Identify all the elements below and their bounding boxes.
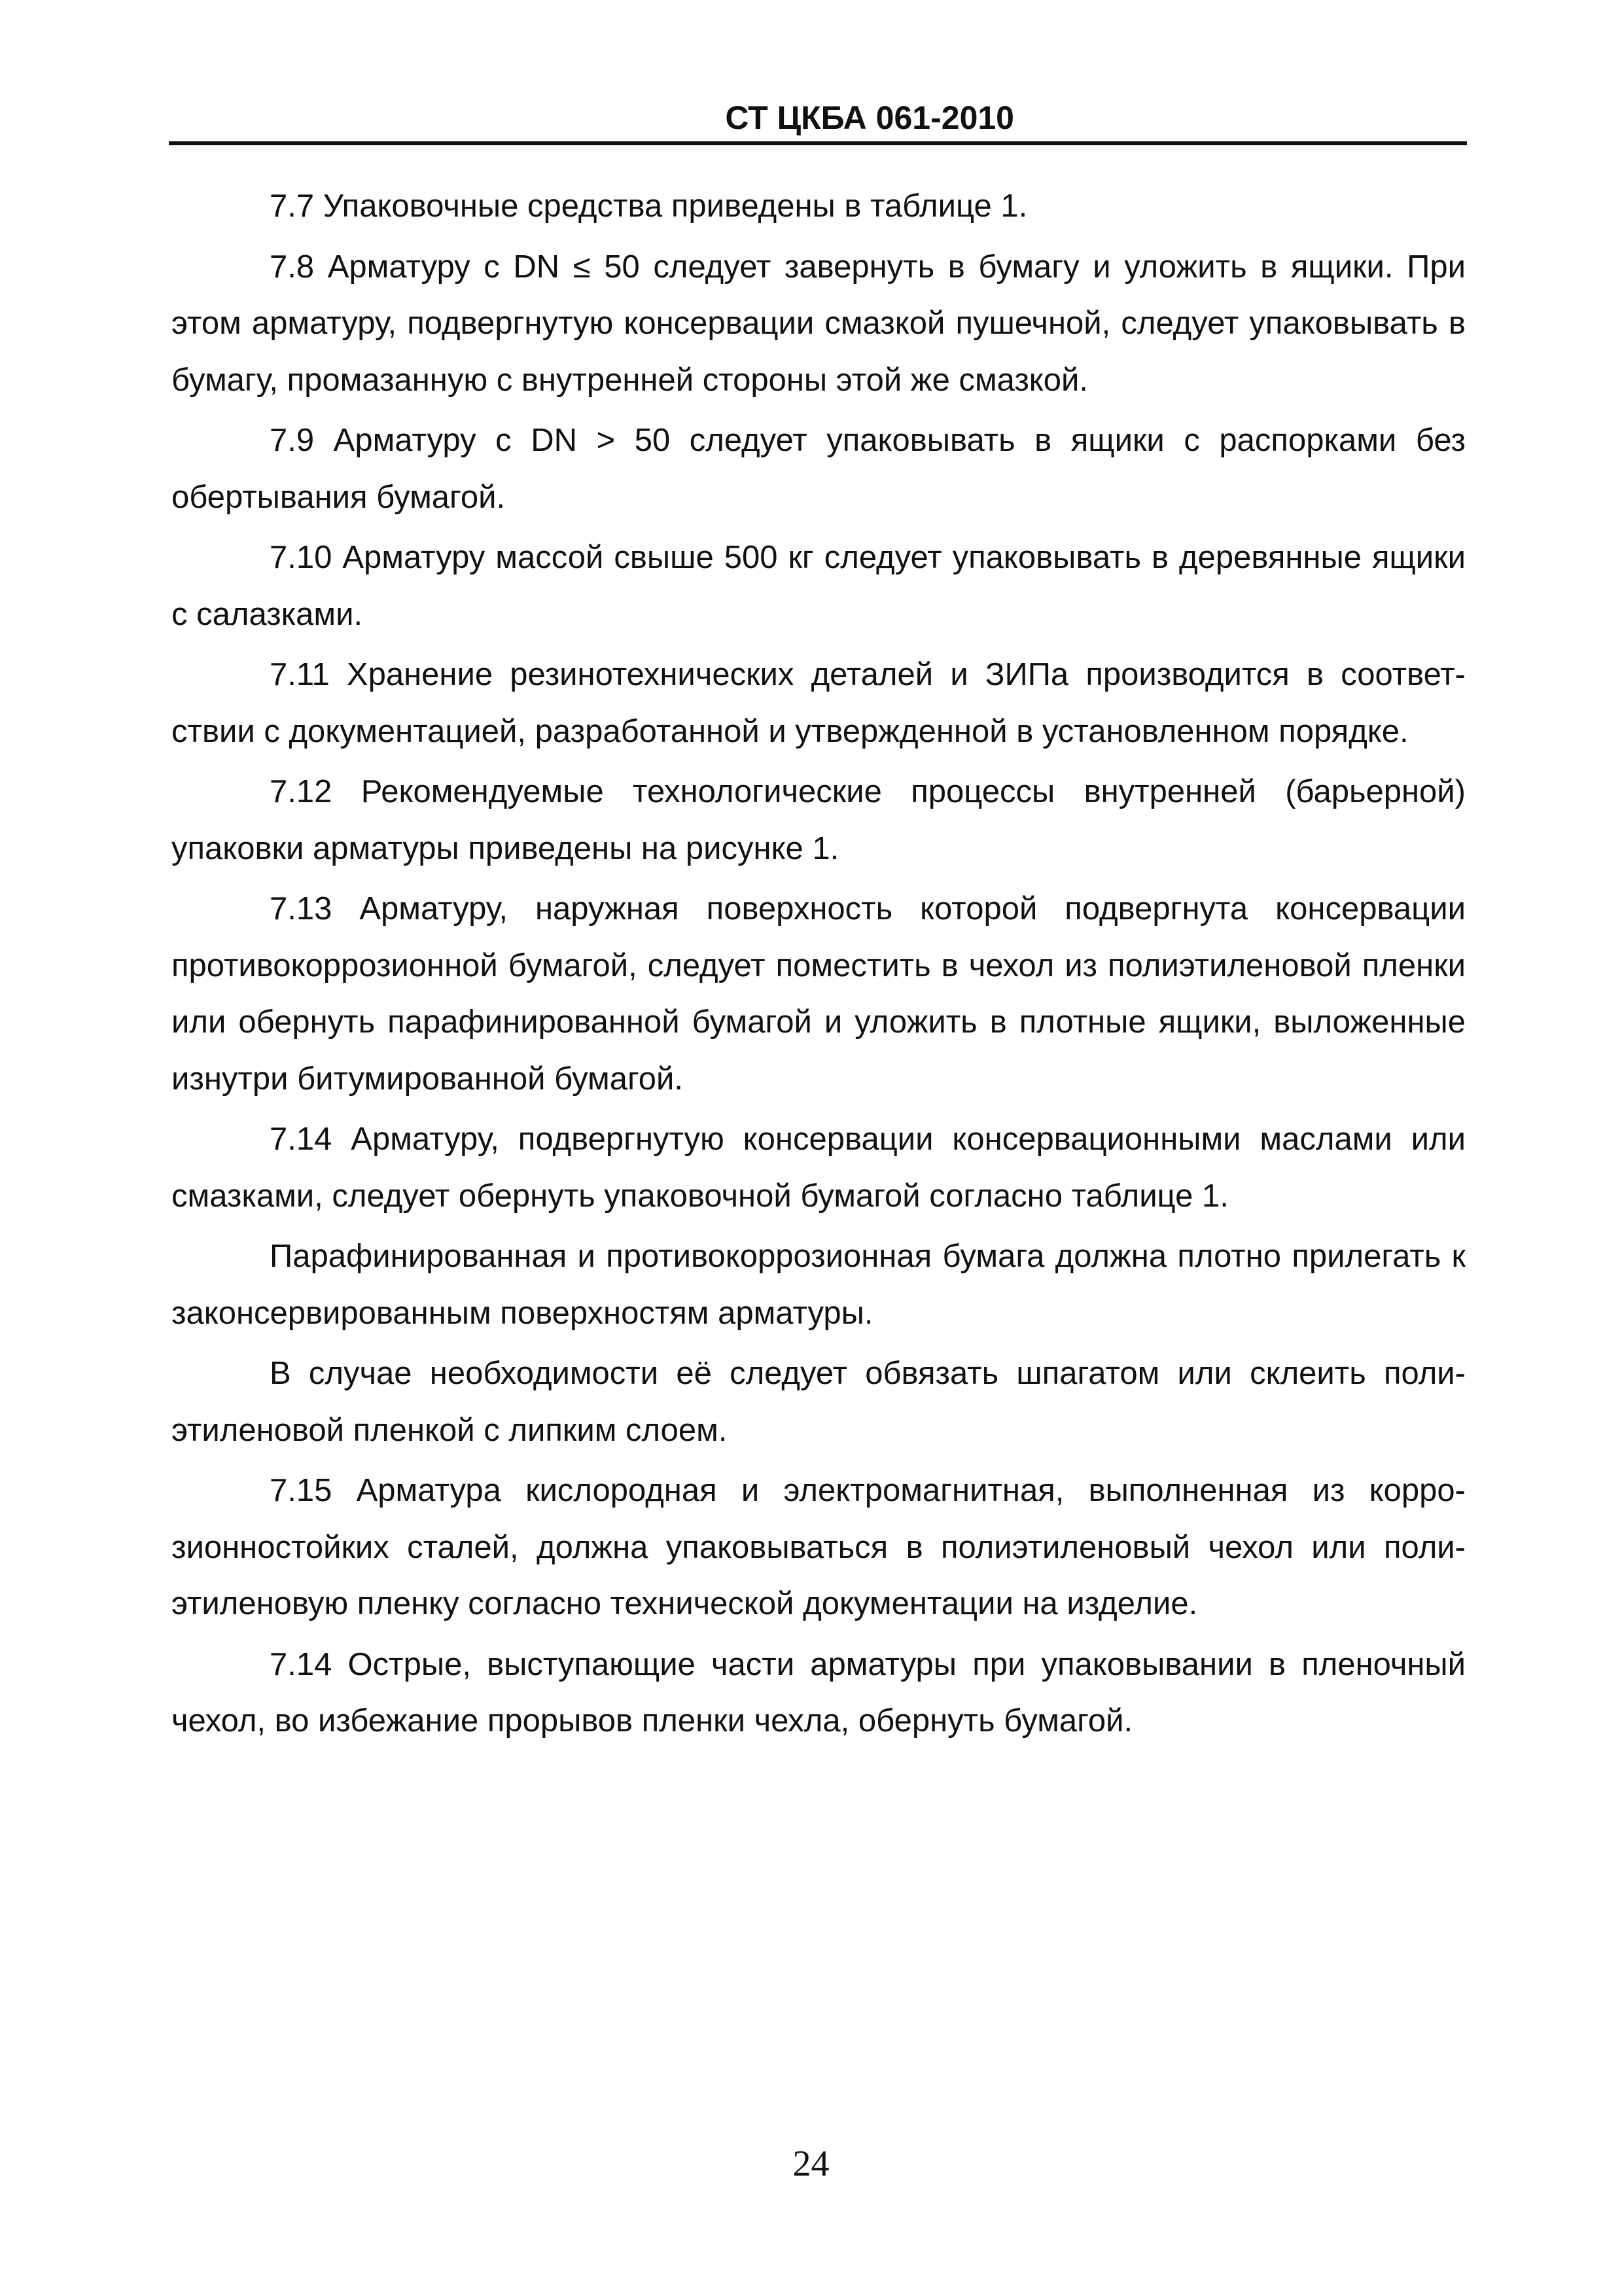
- paragraph-7-14-sharp-parts: 7.14 Острые, выступающие части арматуры при упаковывании в пленочный чехол, во избежание прорывов пленки чехла, обернуть бумагой.: [171, 1646, 1466, 1739]
- paragraph-paper-fit: Парафинированная и противокоррозионная бумага должна плотно прилегать к законсервированным поверхностям арматуры.: [171, 1239, 1466, 1331]
- paragraph-7-7: 7.7 Упаковочные средства приведены в таблице 1.: [270, 188, 1028, 224]
- paragraph-7-9: 7.9 Арматуру с DN > 50 следует упаковывать в ящики с распорками без обертывания бумагой.: [171, 423, 1466, 515]
- paragraph-7-12: 7.12 Рекомендуемые технологические процессы внутренней (барьерной) упаковки арматуры приведены на рисунке 1.: [171, 774, 1466, 866]
- paragraph-7-8: 7.8 Арматуру с DN ≤ 50 следует завернуть в бумагу и уложить в ящики. При этом арматуру, подвергнутую консервации смазкой пушечной, следует упаковывать в бумагу, промазанную с внутренней стороны этой же смазкой.: [171, 249, 1466, 398]
- paragraph-7-11: 7.11 Хранение резинотехнических деталей и ЗИПа производится в соответствии с документацией, разработанной и утвержденной в установленном порядке.: [171, 657, 1466, 749]
- paragraph-7-15: 7.15 Арматура кислородная и электромагнитная, выполненная из коррозионностойких сталей, должна упаковываться в полиэтиленовый чехол или полиэтиленовую пленку согласно технической документации на изделие.: [171, 1473, 1466, 1621]
- body-text: [171, 178, 1466, 1754]
- paragraph-tying: В случае необходимости её следует обвязать шпагатом или склеить полиэтиленовой пленкой с липким слоем.: [171, 1356, 1466, 1448]
- paragraph-7-14: 7.14 Арматуру, подвергнутую консервации консервационными маслами или смазками, следует обернуть упаковочной бумагой согласно таблице 1.: [171, 1122, 1466, 1214]
- page-number: 24: [792, 2144, 830, 2184]
- header-rule: [169, 141, 1467, 145]
- page-header: [170, 98, 1466, 137]
- document-code: СТ ЦКБА 061-2010: [725, 99, 1014, 136]
- paragraph-7-10: 7.10 Арматуру массой свыше 500 кг следует упаковывать в деревянные ящики с салазками.: [171, 540, 1466, 632]
- paragraph-7-13: 7.13 Арматуру, наружная поверхность которой подвергнута консервации противокоррозионной бумагой, следует поместить в чехол из полиэтиленовой пленки или обернуть парафинированной бумагой и уложить в плотные ящики, выложенные изнутри битумированной бумагой.: [171, 891, 1466, 1097]
